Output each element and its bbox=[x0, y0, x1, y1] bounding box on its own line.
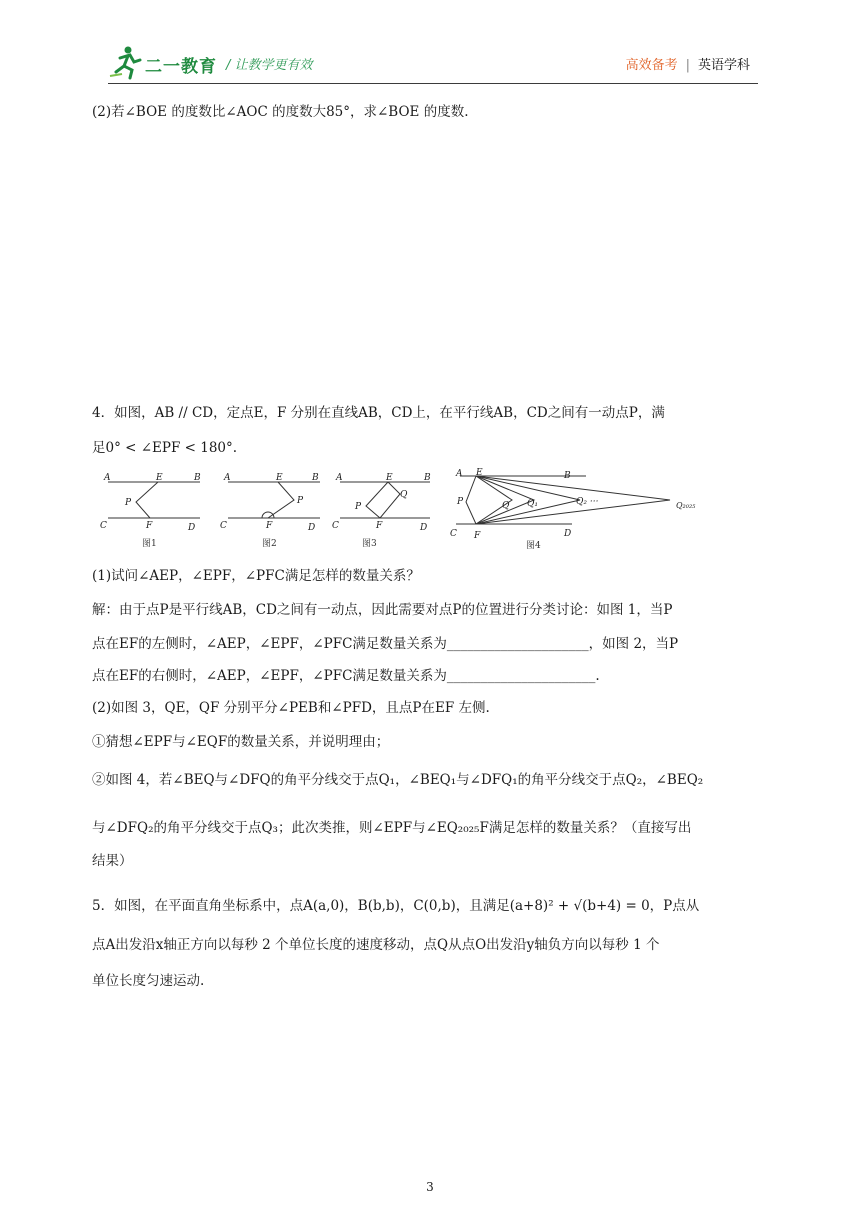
figure-1 bbox=[100, 468, 208, 552]
label-C: C bbox=[450, 529, 457, 539]
label-E: E bbox=[386, 473, 393, 483]
fig-caption-4: 图4 bbox=[526, 541, 541, 551]
fig-caption-3: 图3 bbox=[362, 539, 377, 549]
label-D: D bbox=[420, 523, 428, 533]
label-A: A bbox=[336, 473, 343, 483]
label-F: F bbox=[146, 521, 153, 531]
label-A: A bbox=[224, 473, 231, 483]
label-B: B bbox=[564, 471, 571, 481]
q3-part2: (2)若∠BOE 的度数比∠AOC 的度数大85°，求∠BOE 的度数. bbox=[92, 104, 469, 120]
label-F: F bbox=[266, 521, 273, 531]
q5-line3: 单位长度匀速运动. bbox=[92, 973, 205, 989]
fig-caption-2: 图2 bbox=[262, 539, 277, 549]
figure-4 bbox=[450, 466, 712, 554]
q4-part1: (1)试问∠AEP，∠EPF，∠PFC满足怎样的数量关系？ bbox=[92, 568, 420, 584]
q4-sub2-line2: 与∠DFQ₂的角平分线交于点Q₃；此次类推，则∠EPF与∠EQ₂₀₂₅F满足怎样的数量关系？（直接写出 bbox=[92, 820, 692, 836]
label-P: P bbox=[297, 496, 304, 506]
label-A: A bbox=[456, 469, 463, 479]
label-A: A bbox=[104, 473, 111, 483]
q4-sub2-line3: 结果） bbox=[92, 853, 133, 869]
label-P: P bbox=[457, 497, 464, 507]
label-F: F bbox=[474, 531, 481, 541]
q5-line1: 5．如图，在平面直角坐标系中，点A(a,0)，B(b,b)，C(0,b)，且满足(a+8)² + √(b+4) = 0，P点从 bbox=[92, 898, 700, 914]
label-B: B bbox=[424, 473, 431, 483]
figure-2 bbox=[220, 468, 330, 552]
header-tag-subject: 英语学科 bbox=[697, 58, 750, 73]
label-E: E bbox=[156, 473, 163, 483]
label-P: P bbox=[125, 498, 132, 508]
q4-stem-line1: 4．如图，AB // CD，定点E，F 分别在直线AB，CD上，在平行线AB，CD之间有一动点P，满 bbox=[92, 405, 665, 421]
label-P: P bbox=[355, 502, 362, 512]
q4-stem-line2: 足0° < ∠EPF < 180°. bbox=[92, 440, 238, 456]
q4-sub2-line1: ②如图 4，若∠BEQ与∠DFQ的角平分线交于点Q₁，∠BEQ₁与∠DFQ₁的角平分线交于点Q₂，∠BEQ₂ bbox=[92, 772, 704, 788]
label-B: B bbox=[312, 473, 319, 483]
q4-solution-line1: 解：由于点P是平行线AB，CD之间有一动点，因此需要对点P的位置进行分类讨论：如图 1，当P bbox=[92, 602, 673, 618]
label-F: F bbox=[376, 521, 383, 531]
label-Q1: Q₁ bbox=[527, 499, 538, 509]
label-C: C bbox=[332, 521, 339, 531]
q4-solution-line3: 点在EF的右侧时，∠AEP，∠EPF，∠PFC满足数量关系为______________________. bbox=[92, 668, 600, 684]
label-D: D bbox=[308, 523, 316, 533]
label-Q: Q bbox=[502, 501, 510, 511]
q5-line2: 点A出发沿x轴正方向以每秒 2 个单位长度的速度移动，点Q从点O出发沿y轴负方向以每秒 1 个 bbox=[92, 937, 660, 953]
q4-solution-line2: 点在EF的左侧时，∠AEP，∠EPF，∠PFC满足数量关系为_____________________，如图 2，当P bbox=[92, 636, 679, 652]
q4-sub1: ①猜想∠EPF与∠EQF的数量关系，并说明理由； bbox=[92, 734, 390, 750]
label-C: C bbox=[220, 521, 227, 531]
label-D: D bbox=[188, 523, 196, 533]
label-D: D bbox=[564, 529, 572, 539]
label-B: B bbox=[194, 473, 201, 483]
label-Q: Q bbox=[400, 490, 408, 500]
label-Q2: Q₂ ··· bbox=[576, 497, 599, 507]
page-header bbox=[108, 44, 758, 86]
header-slogan: / 让教学更有效 bbox=[226, 58, 313, 73]
q4-part2: (2)如图 3，QE，QF 分别平分∠PEB和∠PFD，且点P在EF 左侧. bbox=[92, 700, 490, 716]
runner-logo-icon bbox=[108, 44, 144, 80]
page-number: 3 bbox=[426, 1180, 434, 1194]
header-right bbox=[626, 54, 750, 73]
figure-3 bbox=[332, 468, 438, 552]
header-separator: | bbox=[685, 58, 690, 73]
label-E: E bbox=[476, 468, 483, 478]
label-E: E bbox=[276, 473, 283, 483]
label-Q2025: Q₂₀₂₅ bbox=[676, 501, 696, 510]
header-rule bbox=[108, 83, 758, 84]
header-tag-exam: 高效备考 bbox=[625, 58, 678, 73]
fig-caption-1: 图1 bbox=[142, 539, 157, 549]
logo-text: 二一教育 bbox=[145, 57, 217, 77]
label-C: C bbox=[100, 521, 107, 531]
